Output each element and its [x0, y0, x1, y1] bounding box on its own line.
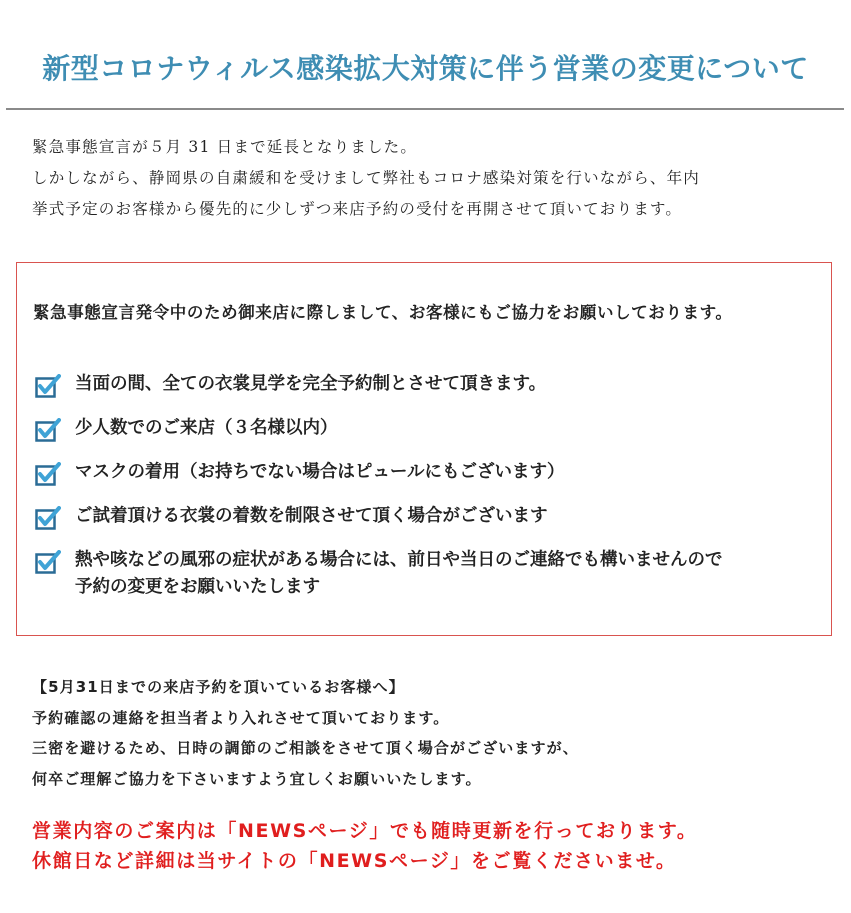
reservation-notice — [32, 672, 579, 794]
notice-box — [16, 262, 832, 636]
notice-lead: 緊急事態宣言発令中のため御来店に際しまして、お客様にもご協力をお願いしております。 — [33, 303, 733, 322]
reservation-notice-heading: 【5月31日までの来店予約を頂いているお客様へ】 — [32, 678, 405, 696]
checklist-item — [35, 371, 723, 398]
checklist-item-text: マスクの着用（お持ちでない場合はピュールにもございます） — [75, 462, 565, 482]
checklist-item-text: ご試着頂ける衣裳の着数を制限させて頂く場合がございます — [75, 506, 548, 526]
checklist-item — [35, 547, 723, 601]
checklist-item-text-continued: 予約の変更をお願いいたします — [75, 577, 320, 597]
checkbox-checked-icon — [35, 374, 61, 398]
intro-text — [32, 132, 832, 225]
page-title: 新型コロナウィルス感染拡大対策に伴う営業の変更について — [42, 51, 809, 85]
intro-line: しかしながら、静岡県の自粛緩和を受けまして弊社もコロナ感染対策を行いながら、年内 — [32, 169, 701, 187]
checkbox-checked-icon — [35, 506, 61, 530]
news-note-line: 休館日など詳細は当サイトの「NEWSページ」をご覧くださいませ。 — [32, 850, 677, 872]
intro-line: 挙式予定のお客様から優先的に少しずつ来店予約の受付を再開させて頂いております。 — [32, 200, 683, 218]
news-note-line: 営業内容のご案内は「NEWSページ」でも随時更新を行っております。 — [32, 820, 698, 842]
checklist-item — [35, 503, 723, 530]
reservation-notice-line: 三密を避けるため、日時の調節のご相談をさせて頂く場合がございますが、 — [32, 739, 579, 757]
checklist — [35, 371, 723, 618]
checkbox-checked-icon — [35, 418, 61, 442]
checkbox-checked-icon — [35, 462, 61, 486]
title-divider — [6, 108, 844, 110]
checklist-item — [35, 415, 723, 442]
news-page-note — [32, 816, 697, 876]
checklist-item-text: 少人数でのご来店（３名様以内） — [75, 418, 338, 438]
intro-line: 緊急事態宣言が５月 31 日まで延長となりました。 — [32, 138, 418, 156]
checkbox-checked-icon — [35, 550, 61, 574]
checklist-item — [35, 459, 723, 486]
reservation-notice-line: 予約確認の連絡を担当者より入れさせて頂いております。 — [32, 708, 450, 727]
checklist-item-text: 熱や咳などの風邪の症状がある場合には、前日や当日のご連絡でも構いませんので — [75, 550, 723, 570]
checklist-item-text: 当面の間、全ての衣裳見学を完全予約制とさせて頂きます。 — [75, 374, 547, 394]
reservation-notice-line: 何卒ご理解ご協力を下さいますよう宜しくお願いいたします。 — [32, 769, 482, 788]
